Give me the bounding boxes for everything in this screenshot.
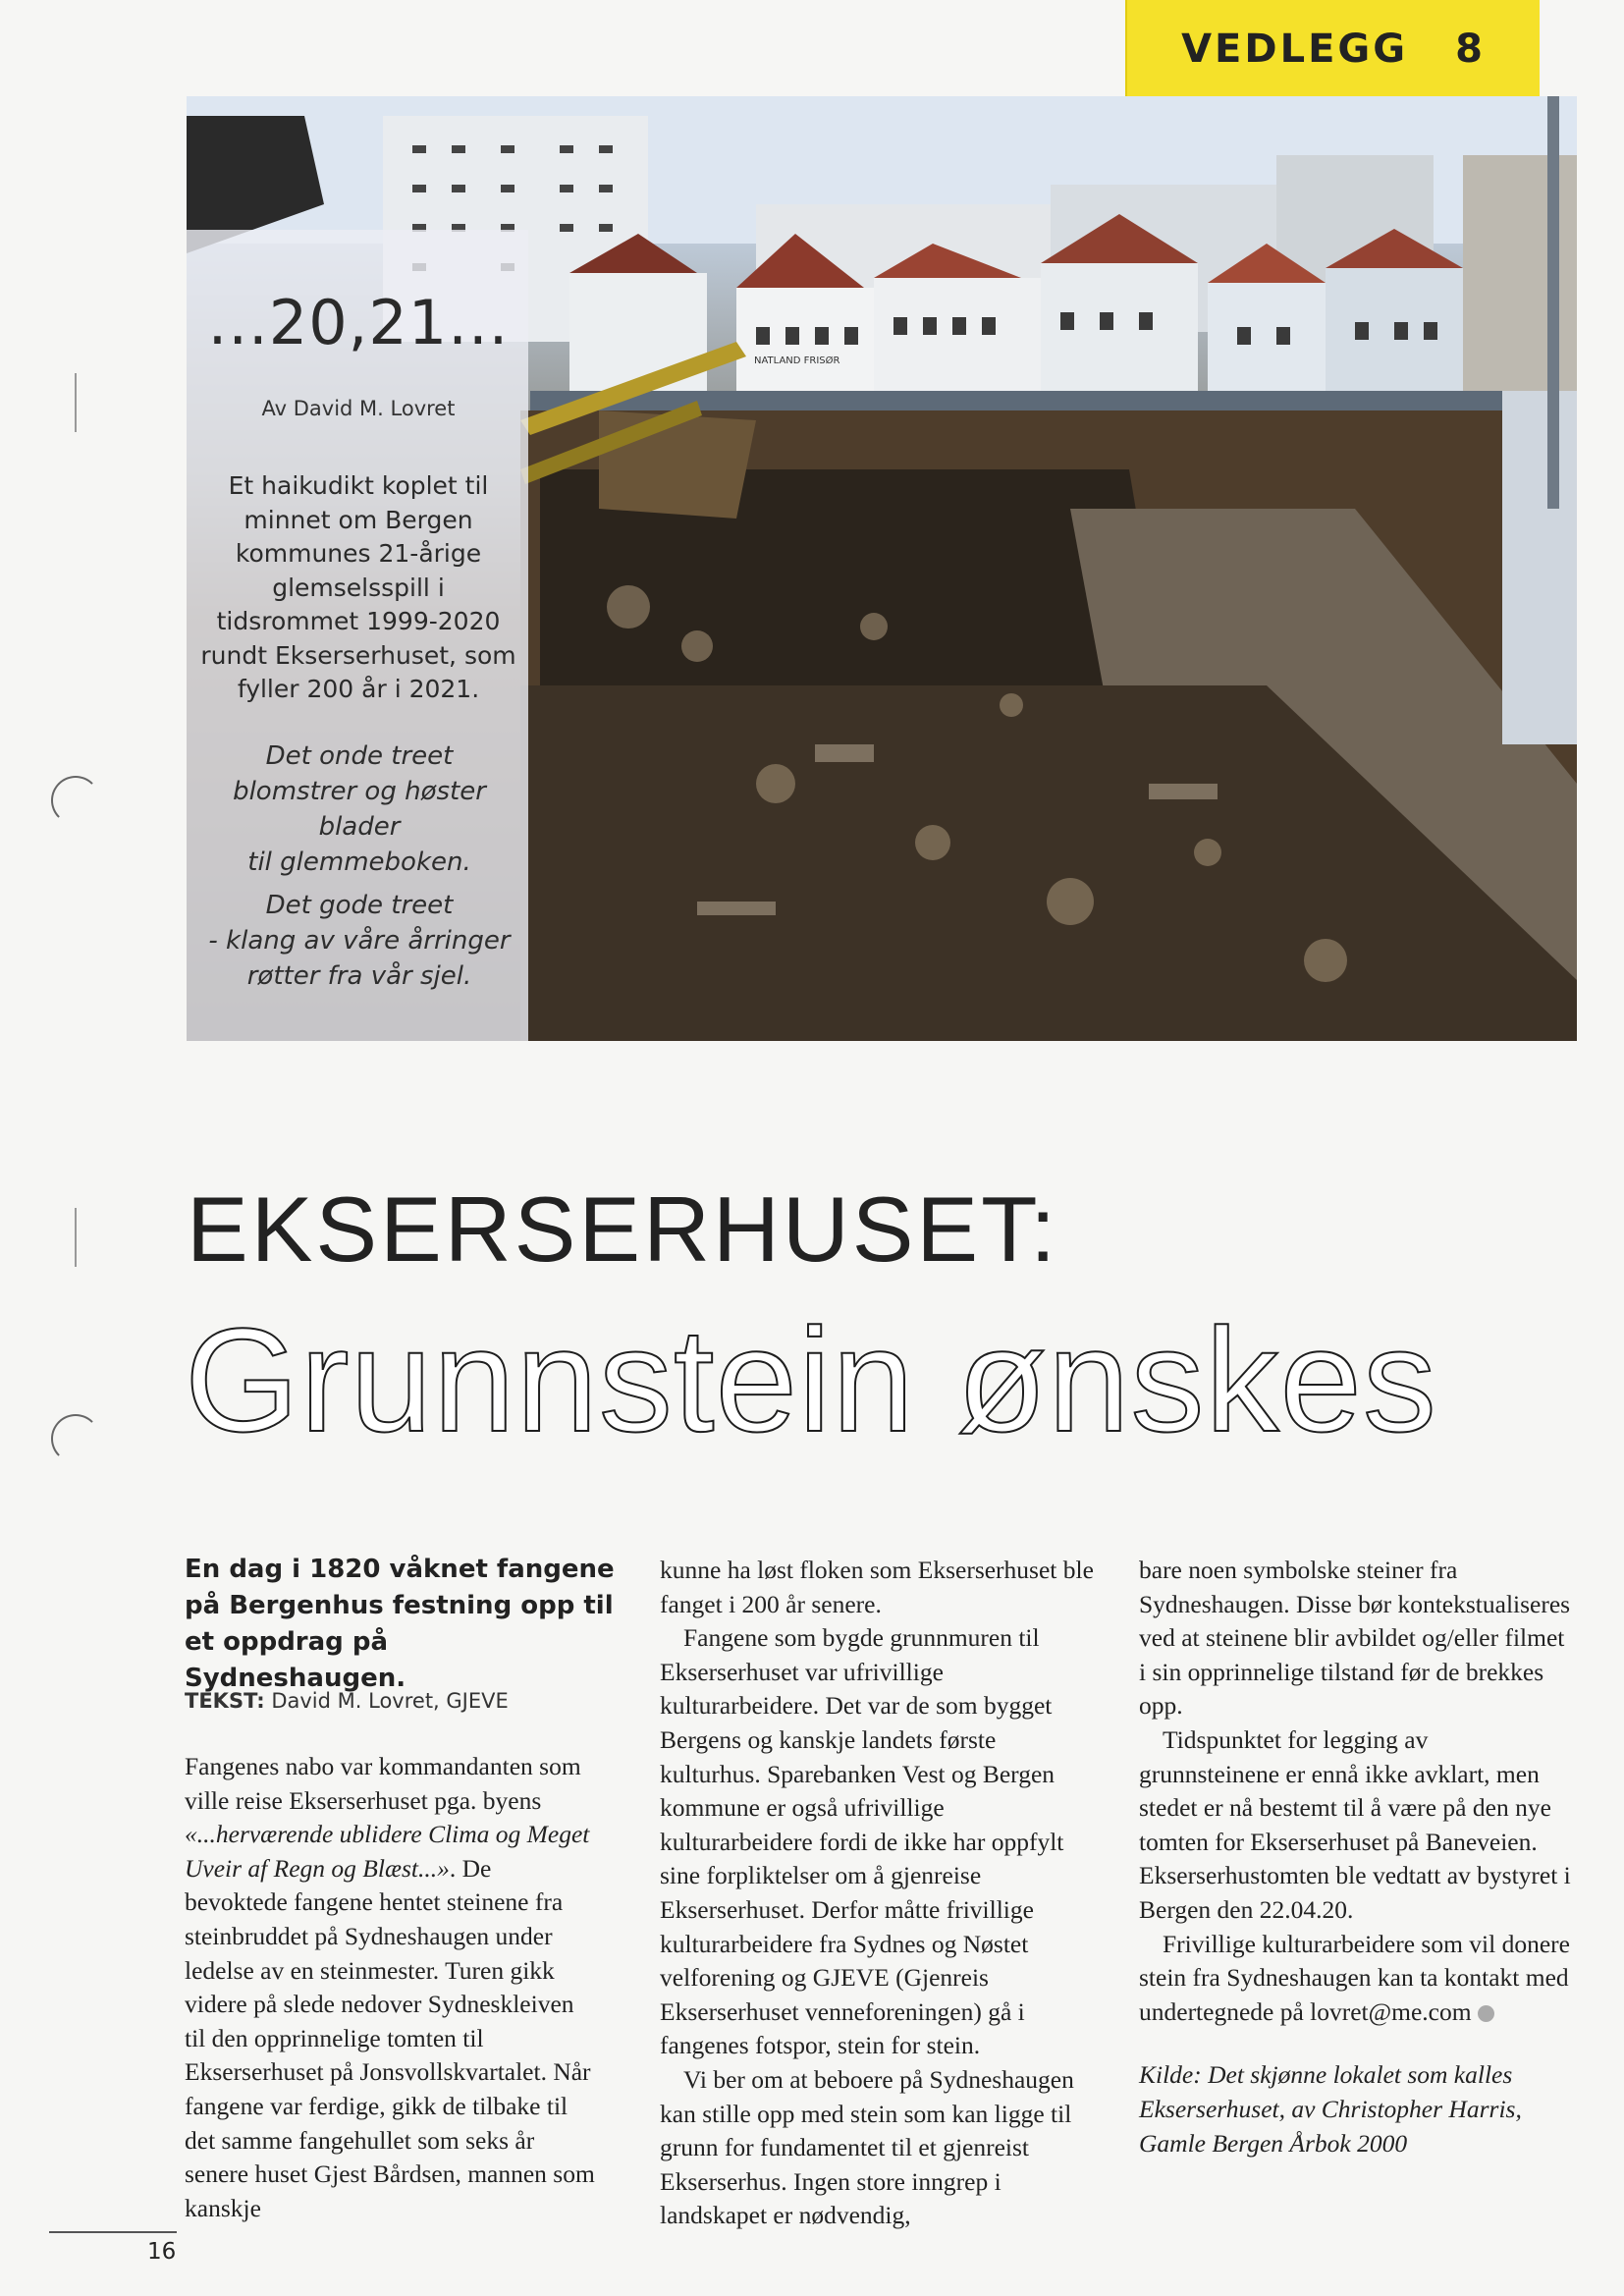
scan-margin-mark [75, 1208, 77, 1267]
footer-rule [49, 2231, 177, 2233]
poem-intro: Et haikudikt koplet til minnet om Bergen kommunes 21-årige glemselsspill i tidsrommet 1999-2020 rundt Ekserserhuset, som fyller 200 år i 2021. [200, 471, 516, 703]
paragraph [185, 1750, 597, 2225]
article-column-1 [185, 1750, 597, 2225]
binder-hole-mark [51, 776, 100, 825]
paragraph: Fangene som bygde grunnmuren til Ekserserhuset var ufrivillige kulturarbeidere. Det var de som bygget Bergens og kanskje landets første kulturhus. Sparebanken Vest og Bergen kommune er også ufrivillige kulturarbeidere fordi de ikke har oppfylt sine forpliktelser om å gjenreise Ekserserhuset. Derfor måtte frivillige kulturarbeidere fra Sydnes og Nøstet velforening og GJEVE (Gjenreis Ekserserhuset venneforeningen) gå i fangenes fotspor, stein for stein. [660, 1623, 1064, 2060]
paragraph: bare noen symbolske steiner fra Sydneshaugen. Disse bør kontekstualiseres ved at steinene blir avbildet og/eller filmet i sin opprinnelige tilstand før de brekkes opp. [1139, 1556, 1571, 1721]
article-headline: Grunnstein ønskes [185, 1297, 1437, 1462]
end-mark-icon [1478, 2005, 1494, 2022]
poem-byline: Av David M. Lovret [261, 397, 456, 420]
poem-verse-2: Det gode treet - klang av våre årringer røtter fra vår sjel. [208, 891, 511, 991]
quote-text: «...herværende ublidere Clima og Meget Uveir af Regn og Blæst...» [185, 1820, 590, 1883]
credit-name: David M. Lovret, GJEVE [271, 1689, 509, 1713]
appendix-tab [1125, 0, 1540, 98]
paragraph: Tidspunktet for legging av grunnsteinene er ennå ikke avklart, men stedet er nå bestemt til å være på den nye tomten for Ekserserhuset på Baneveien. Ekserserhustomten ble vedtatt av bystyret i Bergen den 22.04.20. [1139, 1724, 1571, 1924]
contact-text: Frivillige kulturarbeidere som vil donere stein fra Sydneshaugen kan ta kontakt med undertegnede på lovret@me.com [1139, 1929, 1570, 2026]
page-number: 16 [147, 2239, 177, 2265]
appendix-number: 8 [1455, 27, 1486, 72]
credit-label: TEKST: [185, 1689, 265, 1713]
poem-verse-1: Det onde treet blomstrer og høster blader til glemmeboken. [233, 741, 486, 877]
article-column-2 [660, 1554, 1102, 2233]
article-kicker: EKSERSERHUSET: [187, 1177, 1059, 1281]
article-lead: En dag i 1820 våknet fangene på Bergenhus festning opp til et oppdrag på Sydneshaugen. [185, 1555, 615, 1693]
paragraph-text: . De bevoktede fangene hentet steinene fra steinbruddet på Sydneshaugen under ledelse av en steinmester. Turen gikk videre på slede nedover Sydneskleiven til den opprinnelige tomten til Ekserserhuset på Jonsvollskvartalet. Når fangene var ferdige, gikk de tilbake til det samme fangehullet som seks år senere huset Gjest Bårdsen, mannen som kanskje [185, 1853, 595, 2222]
article-column-3 [1139, 1554, 1571, 2160]
paragraph-text: Fangenes nabo var kommandanten som ville reise Ekserserhuset pga. byens [185, 1752, 581, 1815]
article-credit [185, 1689, 617, 1713]
scan-margin-mark [75, 373, 77, 432]
paragraph: Vi ber om at beboere på Sydneshaugen kan stille opp med stein som kan ligge til grunn for fundamentet til et gjenreist Ekserserhus. Ingen store inngrep i landskapet er nødvendig, [660, 2064, 1074, 2230]
paragraph: kunne ha løst floken som Ekserserhuset ble fanget i 200 år senere. [660, 1556, 1094, 1618]
paragraph [1139, 1928, 1571, 2030]
shop-sign: NATLAND FRISØR [754, 355, 840, 366]
source-note: Kilde: Det skjønne lokalet som kalles Ekserserhuset, av Christopher Harris, Gamle Bergen Årbok 2000 [1139, 2060, 1522, 2158]
binder-hole-mark [51, 1414, 100, 1463]
poem-title: ...20,21... [207, 287, 510, 358]
appendix-label: VEDLEGG [1181, 27, 1409, 72]
